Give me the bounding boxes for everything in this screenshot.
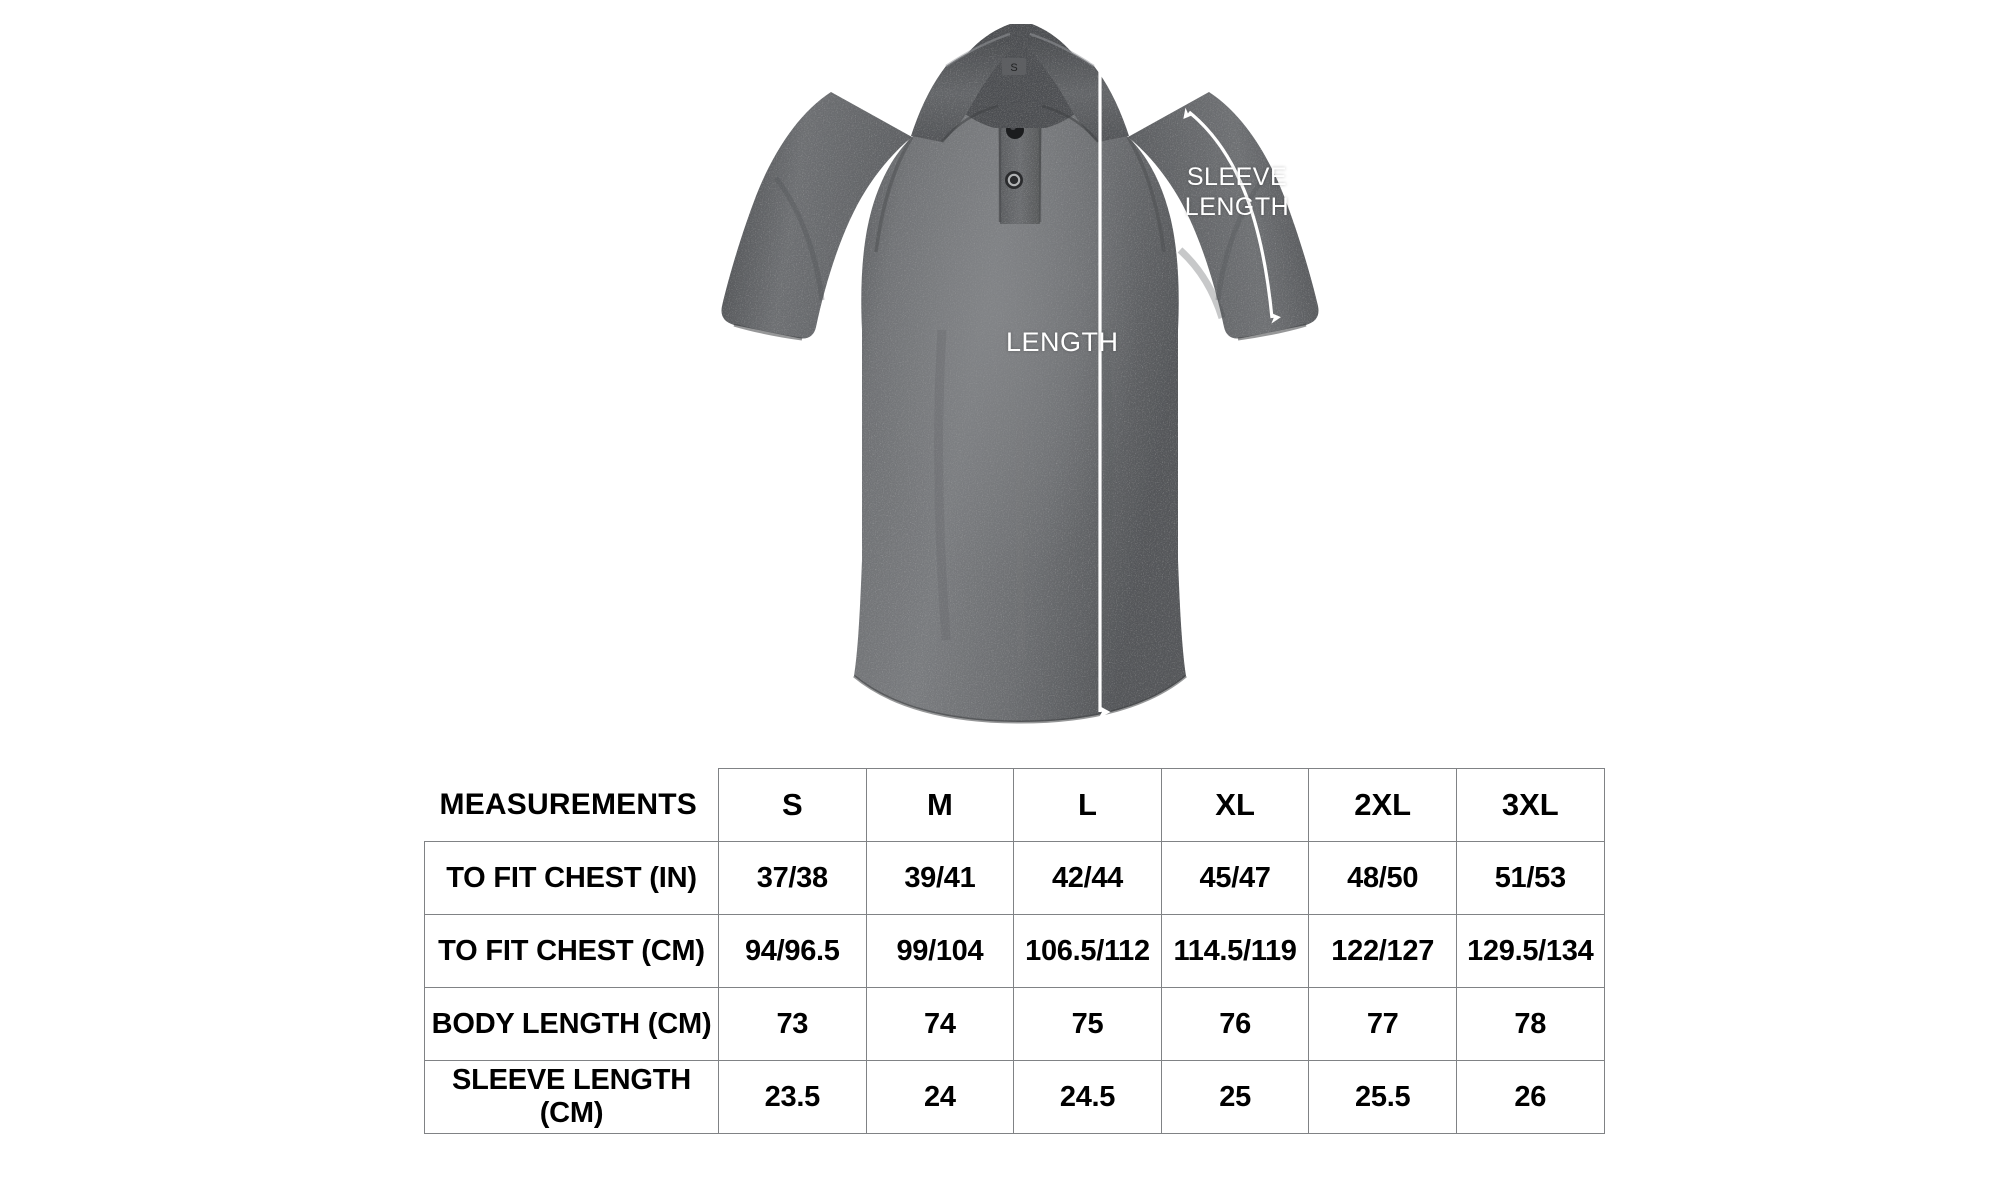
size-header-xl: XL: [1161, 769, 1309, 842]
cell-to-fit-chest-cm-l: 106.5/112: [1014, 915, 1162, 988]
cell-sleeve-length-cm-l: 24.5: [1014, 1061, 1162, 1134]
body-length-annotation-label: LENGTH: [1006, 327, 1119, 357]
polo-shirt-illustration: [680, 0, 1360, 770]
cell-sleeve-length-cm-s: 23.5: [719, 1061, 867, 1134]
cell-sleeve-length-cm-3xl: 26: [1456, 1061, 1604, 1134]
size-header-2xl: 2XL: [1309, 769, 1457, 842]
collar: [911, 24, 1129, 142]
row-label-to-fit-chest-cm: TO FIT CHEST (CM): [425, 915, 719, 988]
cell-to-fit-chest-cm-2xl: 122/127: [1309, 915, 1457, 988]
cell-sleeve-length-cm-m: 24: [866, 1061, 1014, 1134]
row-label-sleeve-length-cm: SLEEVE LENGTH (CM): [425, 1061, 719, 1134]
shirt-button-bottom: [1005, 171, 1023, 189]
size-header-m: M: [866, 769, 1014, 842]
cell-body-length-cm-2xl: 77: [1309, 988, 1457, 1061]
collar-size-tag-text: S: [1010, 62, 1018, 74]
table-header-row: [425, 769, 1605, 842]
cell-to-fit-chest-in-l: 42/44: [1014, 842, 1162, 915]
sleeve-length-annotation-label: SLEEVE LENGTH: [1184, 163, 1290, 221]
cell-body-length-cm-xl: 76: [1161, 988, 1309, 1061]
cell-to-fit-chest-cm-xl: 114.5/119: [1161, 915, 1309, 988]
shirt-svg: [680, 0, 1360, 770]
cell-to-fit-chest-cm-m: 99/104: [866, 915, 1014, 988]
row-label-to-fit-chest-in: TO FIT CHEST (IN): [425, 842, 719, 915]
size-chart-table-container: [424, 768, 1604, 1134]
table-row: [425, 988, 1605, 1061]
cell-sleeve-length-cm-2xl: 25.5: [1309, 1061, 1457, 1134]
cell-to-fit-chest-in-m: 39/41: [866, 842, 1014, 915]
cell-to-fit-chest-in-s: 37/38: [719, 842, 867, 915]
cell-to-fit-chest-cm-3xl: 129.5/134: [1456, 915, 1604, 988]
measurements-header-cell: MEASUREMENTS: [425, 769, 719, 842]
size-chart-table: [424, 768, 1605, 1134]
table-row: [425, 915, 1605, 988]
cell-to-fit-chest-in-xl: 45/47: [1161, 842, 1309, 915]
cell-to-fit-chest-in-3xl: 51/53: [1456, 842, 1604, 915]
row-label-body-length-cm: BODY LENGTH (CM): [425, 988, 719, 1061]
table-row: [425, 842, 1605, 915]
size-header-l: L: [1014, 769, 1162, 842]
cell-to-fit-chest-cm-s: 94/96.5: [719, 915, 867, 988]
size-header-s: S: [719, 769, 867, 842]
cell-body-length-cm-l: 75: [1014, 988, 1162, 1061]
cell-body-length-cm-s: 73: [719, 988, 867, 1061]
cell-body-length-cm-m: 74: [866, 988, 1014, 1061]
cell-to-fit-chest-in-2xl: 48/50: [1309, 842, 1457, 915]
table-row: [425, 1061, 1605, 1134]
cell-sleeve-length-cm-xl: 25: [1161, 1061, 1309, 1134]
size-header-3xl: 3XL: [1456, 769, 1604, 842]
cell-body-length-cm-3xl: 78: [1456, 988, 1604, 1061]
